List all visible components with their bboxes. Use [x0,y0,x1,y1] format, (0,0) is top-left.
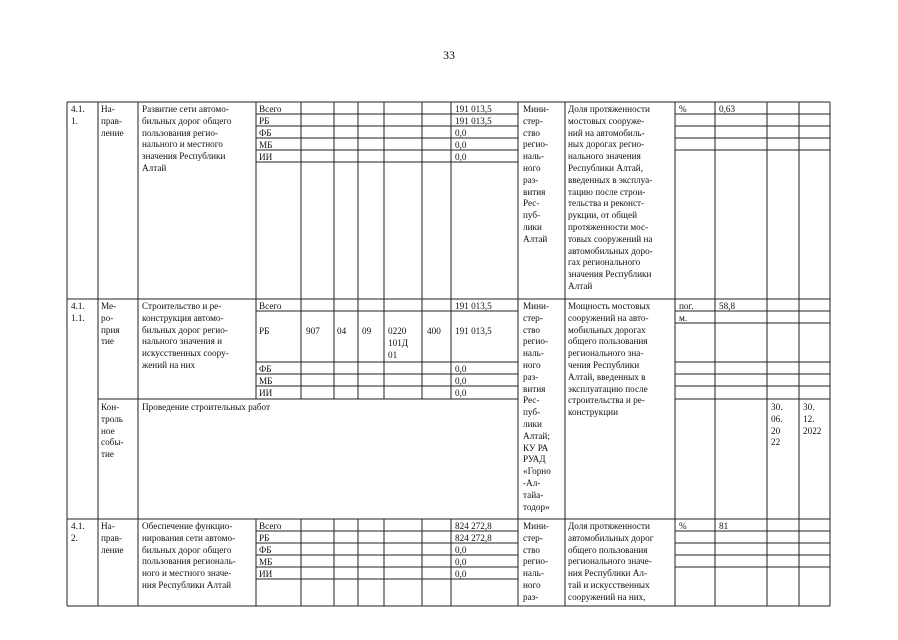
control-date-start: 30. 06. 20 22 [771,402,783,448]
source-label: Всего [259,104,282,114]
row-unit: пог. м. [679,301,694,323]
source-label: ФБ [259,545,272,555]
source-label: ФБ [259,128,272,138]
amount-value: 0,0 [455,545,467,555]
row-indicator: Доля протяженности автомобильных дорог общего пользования регионального значе- ния Республики Ал- тай и искусственных сооружений на них, [568,521,654,602]
row-unit: % [679,104,687,114]
source-label: РБ [259,533,270,543]
row-value: 58,8 [719,301,736,311]
row-indicator: Доля протяженности мостовых сооруже- ний на автомобиль- ных дорогах регио- нального значения Республики Алтай, введенных в эксплуа- тацию после строи- тельства и реконст- рукции, от общей протяженности мос- товых сооружений на автомобильных доро- гах регионального значения Республики Алтай [568,104,653,291]
row-name: Обеспечение функцио- нирования сети автомо- бильных дорог общего пользования региональ- ного и местного значе- ния Республики Алтай [142,521,236,590]
amount-value: 0,0 [455,128,467,138]
amount-value: 824 272,8 [455,521,492,531]
row-name: Строительство и ре- конструкция автомо- бильных дорог регио- нального значения и искусственных соору- жений на них [142,301,229,370]
amount-value: 824 272,8 [455,533,492,543]
source-label: РБ [259,326,270,336]
amount-value: 191 013,5 [455,104,492,114]
budget-code-csr: 0220 101Д 01 [388,326,409,360]
row-unit: % [679,521,687,531]
row-executor: Мини- стер- ство регио- наль- ного раз- вития Рес- пуб- лики Алтай [523,104,549,244]
budget-code-pr: 09 [362,326,372,336]
source-label: МБ [259,140,273,150]
amount-value: 0,0 [455,364,467,374]
row-value: 81 [719,521,729,531]
row-executor: Мини- стер- ство регио- наль- ного раз- вития Рес- пуб- лики Алтай; КУ РА РУАД «Горно -Ал- тайа- тодор» [523,301,551,512]
amount-value: 0,0 [455,152,467,162]
row-executor: Мини- стер- ство регио- наль- ного раз- [523,521,549,602]
source-label: ИИ [259,152,273,162]
source-label: Всего [259,521,282,531]
source-label: РБ [259,116,270,126]
amount-value: 191 013,5 [455,116,492,126]
amount-value: 0,0 [455,388,467,398]
row-type: Ме- ро- прия тие [101,301,120,347]
row-type: Кон- троль ное собы- тие [101,402,124,460]
source-label: ФБ [259,364,272,374]
source-label: МБ [259,557,273,567]
amount-value: 0,0 [455,376,467,386]
row-type: На- прав- ление [101,104,124,138]
amount-value: 191 013,5 [455,326,492,336]
row-type: На- прав- ление [101,521,124,555]
source-label: ИИ [259,569,273,579]
source-label: Всего [259,301,282,311]
row-id: 4.1. 1. [71,104,85,126]
source-label: ИИ [259,388,273,398]
row-name: Развитие сети автомо- бильных дорог общего пользования регио- нального и местного значения Республики Алтай [142,104,232,173]
row-value: 0,63 [719,104,736,114]
row-id: 4.1. 1.1. [71,301,85,323]
budget-code-rz: 04 [337,326,347,336]
control-date-end: 30. 12. 2022 [803,402,822,436]
amount-value: 191 013,5 [455,301,492,311]
budget-code-vr: 400 [427,326,441,336]
row-id: 4.1. 2. [71,521,85,543]
amount-value: 0,0 [455,557,467,567]
row-name: Проведение строительных работ [142,402,271,412]
budget-code-grbs: 907 [306,326,320,336]
row-indicator: Мощность мостовых сооружений на авто- мобильных дорогах общего пользования регионального зна- чения Республики Алтай, введенных в эксплуатацию после строительства и ре- конструкции [568,301,651,418]
source-label: МБ [259,376,273,386]
amount-value: 0,0 [455,569,467,579]
amount-value: 0,0 [455,140,467,150]
page-number: 33 [443,48,455,62]
